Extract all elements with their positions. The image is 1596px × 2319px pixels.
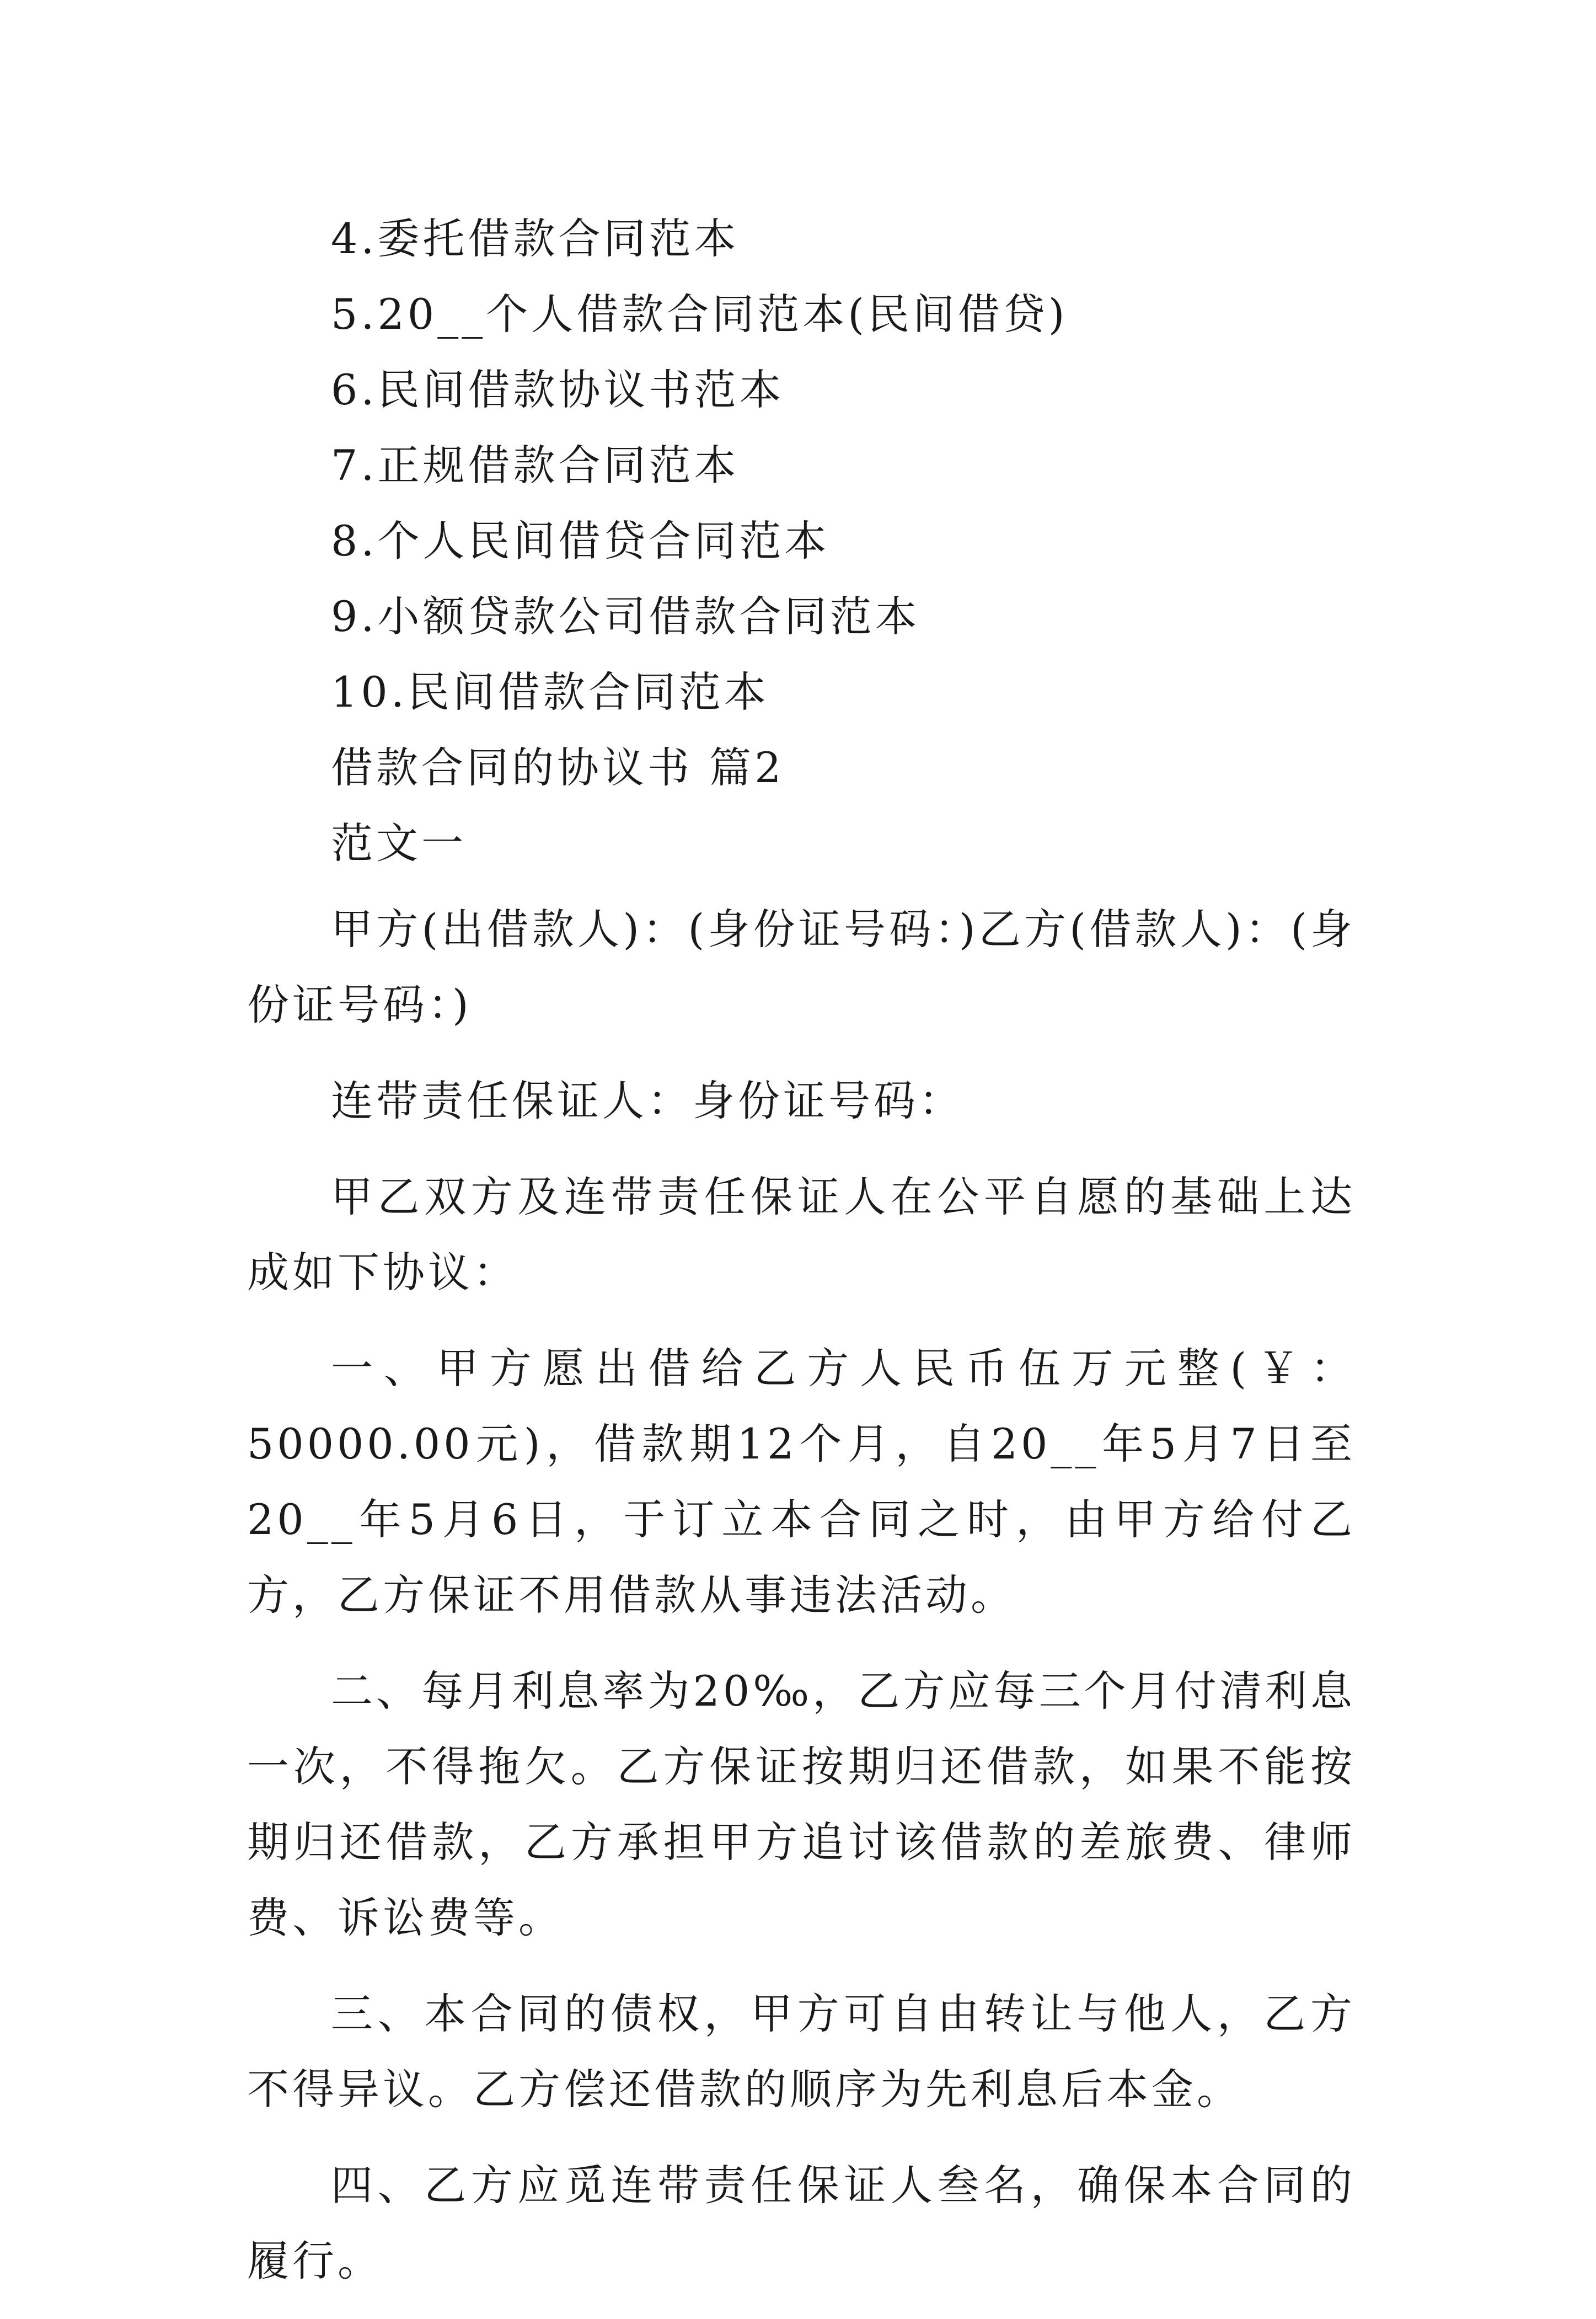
list-item: 9.小额贷款公司借款合同范本 [331,592,920,641]
list-item: 8.个人民间借贷合同范本 [331,516,830,565]
clause-one-paragraph: 一、甲方愿出借给乙方人民币伍万元整(￥：50000.00元)，借款期12个月，自20__年5月7日至20__年5月6日，于订立本合同之时，由甲方给付乙方，乙方保证不用借款从事违法活动。 [247,1344,1356,1620]
guarantor-paragraph: 连带责任保证人：身份证号码： [331,1076,964,1125]
section-subtitle: 范文一 [331,819,467,868]
parties-paragraph: 甲方(出借款人)：(身份证号码：)乙方(借款人)：(身份证号码：) [247,905,1356,1029]
list-item: 5.20__个人借款合同范本(民间借贷) [331,290,1068,339]
list-item: 6.民间借款协议书范本 [331,365,785,414]
contract-body [247,891,1356,2319]
clause-three-paragraph: 三、本合同的债权，甲方可自由转让与他人，乙方不得异议。乙方偿还借款的顺序为先利息后本金。 [247,1989,1356,2114]
list-item: 10.民间借款合同范本 [331,667,769,717]
agreement-intro-paragraph: 甲乙双方及连带责任保证人在公平自愿的基础上达成如下协议： [247,1172,1356,1297]
contract-template-list [331,211,1434,740]
list-item: 4.委托借款合同范本 [331,214,740,263]
clause-two-paragraph: 二、每月利息率为20‰，乙方应每三个月付清利息一次，不得拖欠。乙方保证按期归还借款，如果不能按期归还借款，乙方承担甲方追讨该借款的差旅费、律师费、诉讼费等。 [247,1666,1356,1942]
clause-four-paragraph: 四、乙方应觅连带责任保证人叁名，确保本合同的履行。 [247,2161,1356,2285]
list-item: 7.正规借款合同范本 [331,441,740,490]
section-title: 借款合同的协议书 篇2 [331,743,785,792]
